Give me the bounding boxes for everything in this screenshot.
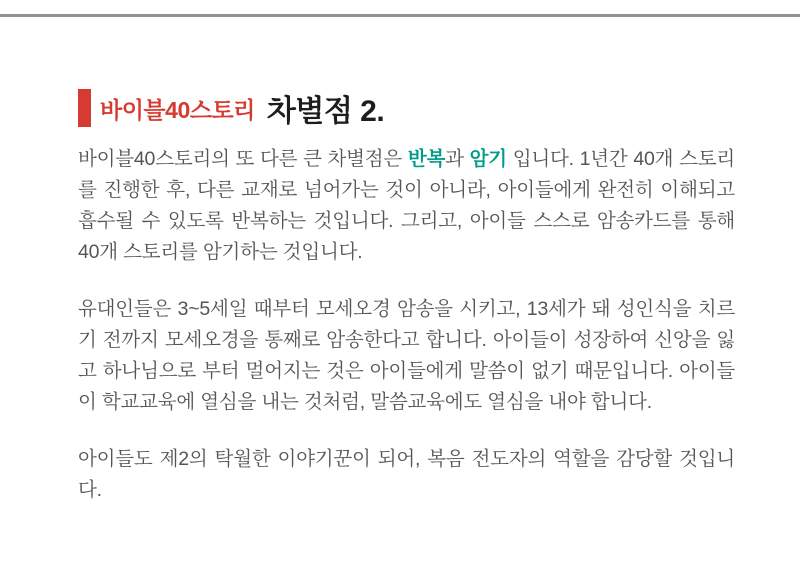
section-heading xyxy=(78,88,735,128)
highlight-repetition: 반복 xyxy=(407,148,446,170)
highlight-memorization: 암기 xyxy=(469,148,507,170)
content-area xyxy=(78,88,735,506)
page-title: 차별점 2. xyxy=(266,95,385,128)
paragraph-1-part-1: 바이블40스토리의 또 다른 큰 차별점은 xyxy=(78,148,408,170)
paragraph-1 xyxy=(78,144,735,268)
paragraph-1-part-3: 입니다. 1년간 40개 스토리를 진행한 후, 다른 교재로 넘어가는 것이 아니라, 아이들에게 완전히 이해되고 흡수될 수 있도록 반복하는 것입니다. 그리고, 아이들 스스로 암송카드를 통해 40개 스토리를 암기하는 것입니다. xyxy=(78,148,735,263)
top-divider xyxy=(0,14,800,17)
heading-accent-bar xyxy=(78,89,91,127)
paragraph-1-part-2: 과 xyxy=(445,148,470,170)
paragraph-3: 아이들도 제2의 탁월한 이야기꾼이 되어, 복음 전도자의 역할을 감당할 것입니다. xyxy=(78,448,735,501)
paragraph-2: 유대인들은 3~5세일 때부터 모세오경 암송을 시키고, 13세가 돼 성인식을 치르기 전까지 모세오경을 통째로 암송한다고 합니다. 아이들이 성장하여 신앙을 잃고 하나님으로 부터 멀어지는 것은 아이들에게 말씀이 없기 때문입니다. 아이들이 학교교육에 열심을 내는 것처럼, 말씀교육에도 열심을 내야 합니다. xyxy=(78,298,735,413)
brand-label: 바이블40스토리 xyxy=(100,96,255,123)
